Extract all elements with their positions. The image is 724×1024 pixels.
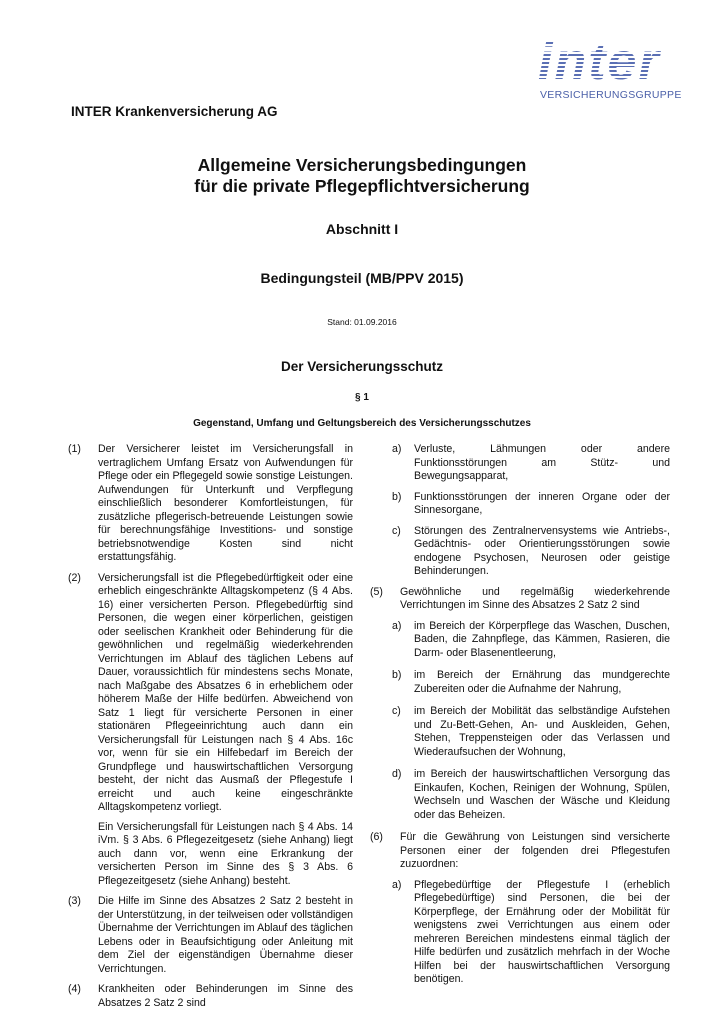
right-column [370, 443, 670, 996]
clause-6 [370, 831, 670, 872]
sub-label: b) [392, 669, 402, 681]
clause-text-2: Ein Versicherungsfall für Leistungen nach § 4 Abs. 14 iVm. § 3 Abs. 6 Pflegezeitgesetz (siehe Anhang) liegt auch dann vor, wenn eine Erkrankung der versicherten Person im Sinne des § 3 Abs. 6 Pflegezeitgesetz (siehe Anhang) besteht. [98, 820, 353, 887]
clause-4-sub-a [370, 443, 670, 484]
clause-5-sub-c [370, 705, 670, 759]
section-heading: Der Versicherungsschutz [280, 359, 444, 374]
clause-5-sub-a [370, 620, 670, 661]
clause-5 [370, 586, 670, 613]
clause-text: Versicherungsfall ist die Pflegebedürftigkeit oder eine erheblich eingeschränkte Alltagskompetenz (§ 4 Abs. 16) einer versicherten Person. Pflegebedürftig sind Personen, die wegen einer körperlichen, geistigen oder seelischen Krankheit oder Behinderung für die gewöhnlichen und regelmäßig wiederkehrenden Verrichtungen im Ablauf des täglichen Lebens auf Dauer, voraussichtlich für mindestens sechs Monate, nach Maßgabe des Absatzes 6 in erheblichem oder höherem Maße der Hilfe bedürfen. Abweichend von Satz 1 liegt für versicherte Personen in einer stationären Pflegeeinrichtung auch dann ein Versicherungsfall für Leistungen nach § 4 Abs. 16c vor, wenn für sie ein Hilfebedarf im Bereich der Grundpflege und hauswirtschaftlichen Versorgung besteht, der nicht das Ausmaß der Pflegestufe I erreicht und auch keine eingeschränkte Alltagskompetenz vorliegt. [98, 571, 353, 813]
clause-5-sub-b [370, 669, 670, 696]
clause-text: Für die Gewährung von Leistungen sind versicherte Personen einer der folgenden drei Pflegestufen zuzuordnen: [400, 831, 670, 870]
clause-4-sub-c [370, 525, 670, 579]
left-column [68, 443, 353, 1017]
logo-wordmark: inter [538, 33, 661, 91]
clause-number: (4) [68, 983, 81, 995]
sub-text: Verluste, Lähmungen oder andere Funktionsstörungen am Stütz- und Bewegungsapparat, [414, 443, 670, 482]
sub-text: Funktionsstörungen der inneren Organe oder der Sinnesorgane, [414, 490, 670, 516]
clause-6-sub-a [370, 879, 670, 987]
paragraph-title: Gegenstand, Umfang und Geltungsbereich des Versicherungsschutzes [193, 418, 531, 429]
sub-label: a) [392, 619, 402, 632]
sub-text: im Bereich der Körperpflege das Waschen, Duschen, Baden, die Zahnpflege, das Kämmen, Rasieren, die Darm- oder Blasenentleerung, [414, 619, 670, 659]
logo-subtitle: VERSICHERUNGSGRUPPE [540, 89, 682, 101]
inter-logo [520, 34, 680, 104]
clause-text: Die Hilfe im Sinne des Absatzes 2 Satz 2 besteht in der Unterstützung, in der teilweisen oder vollständigen Übernahme der Verrichtungen im Ablauf des täglichen Lebens oder in Beaufsichtigung oder Anleitung mit dem Ziel der eigenständigen Übernahme dieser Verrichtungen. [98, 895, 353, 975]
sub-text: im Bereich der Ernährung das mundgerechte Zubereiten oder die Aufnahme der Nahrung, [414, 669, 670, 695]
clause-4 [68, 983, 353, 1010]
sub-text: Pflegebedürftige der Pflegestufe I (erheblich Pflegebedürftige) sind Personen, die bei der Körperpflege, der Ernährung oder der Mobilität für wenigstens zwei Verrichtungen aus einem oder mehreren Bereichen mindestens einmal täglich der Hilfe bedürfen und zusätzlich mehrfach in der Woche Hilfen bei der hauswirtschaftlichen Versorgung benötigen. [414, 878, 670, 985]
clause-number: (5) [370, 585, 383, 598]
sub-text: im Bereich der hauswirtschaftlichen Versorgung das Einkaufen, Kochen, Reinigen der Wohnung, Spülen, Wechseln und Waschen der Wäsche und Kleidung oder das Beheizen. [414, 768, 670, 821]
sub-label: a) [392, 443, 402, 455]
clause-4-sub-b [370, 491, 670, 518]
clause-3 [68, 895, 353, 976]
part-title: Bedingungsteil (MB/PPV 2015) [260, 270, 464, 286]
clause-1 [68, 443, 353, 565]
clause-number: (1) [68, 443, 81, 455]
clause-text: Krankheiten oder Behinderungen im Sinne des Absatzes 2 Satz 2 sind [98, 983, 353, 1009]
sub-label: a) [392, 878, 402, 891]
paragraph-mark: § 1 [355, 392, 369, 403]
title-line-2: für die private Pflegepflichtversicherung [194, 176, 530, 196]
clause-text: Der Versicherer leistet im Versicherungsfall in vertraglichem Umfang Ersatz von Aufwendungen für Pflege oder ein Pflegegeld sowie sonstige Leistungen. Aufwendungen für Unterkunft und Verpflegung einschließlich besonderer Komfortleistungen, für zusätzliche pflegerisch-betreuende Leistungen sowie für berechnungsfähige Investitions- und sonstige betriebsnotwendige Kosten sind nicht erstattungsfähig. [98, 443, 353, 563]
title-line-1: Allgemeine Versicherungsbedingungen [197, 155, 527, 175]
company-name: INTER Krankenversicherung AG [71, 104, 278, 119]
sub-label: c) [392, 524, 401, 537]
section-title: Abschnitt I [325, 221, 399, 237]
clause-number: (6) [370, 831, 383, 843]
document-title [0, 155, 724, 197]
clause-number: (2) [68, 571, 81, 584]
clause-number: (3) [68, 895, 81, 907]
clause-2 [68, 572, 353, 889]
clause-text: Gewöhnliche und regelmäßig wiederkehrende Verrichtungen im Sinne des Absatzes 2 Satz 2 sind [400, 585, 670, 611]
sub-text: im Bereich der Mobilität das selbständige Aufstehen und Zu-Bett-Gehen, An- und Auskleiden, Gehen, Stehen, Treppensteigen oder das Verlassen und Wiederaufsuchen der Wohnung, [414, 705, 670, 758]
sub-label: b) [392, 490, 402, 503]
sub-text: Störungen des Zentralnervensystems wie Antriebs-, Gedächtnis- oder Orientierungsstörungen sowie endogene Psychosen, Neurosen oder geistige Behinderungen. [414, 524, 670, 577]
clause-5-sub-d [370, 768, 670, 822]
sub-label: d) [392, 768, 402, 780]
sub-label: c) [392, 705, 401, 717]
stand-date: Stand: 01.09.2016 [327, 317, 397, 327]
